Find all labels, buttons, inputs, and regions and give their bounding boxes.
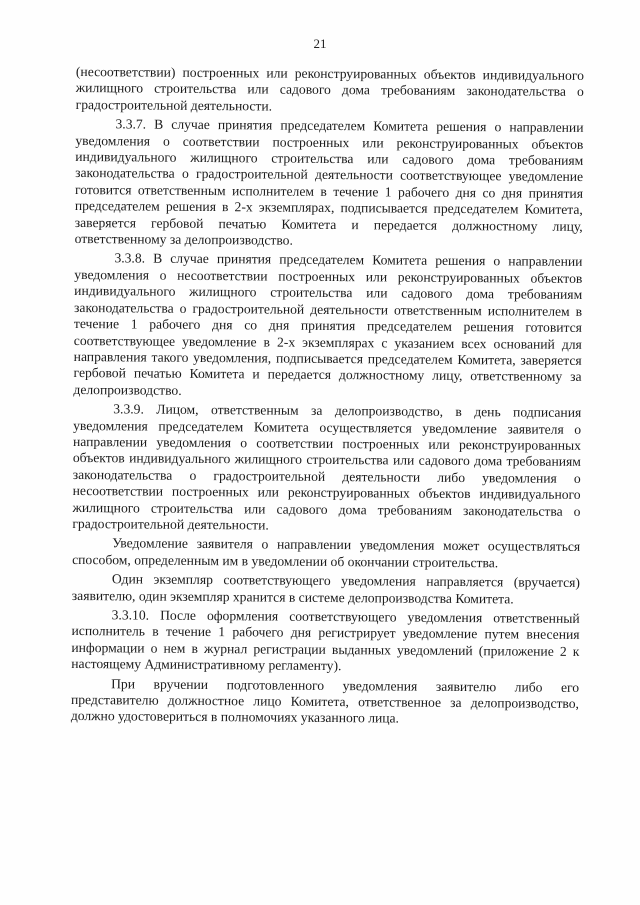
paragraph-delivery: При вручении подготовленного уведомления заявителю либо его представителю должностное лицо Комитета, ответственное за делопроизводство, должно удостовериться в полномочиях указанного лица. (70, 675, 580, 726)
paragraph-notify-method: Уведомление заявителя о направлении уведомления может осуществляться способом, определенным им в уведомлении об окончании строительства. (72, 535, 581, 571)
paragraph-3-3-7: 3.3.7. В случае принятия председателем Комитета решения о направлении уведомления о соответствии построенных или реконструированных объектов индивидуального жилищного строительства или садового дома требованиям законодательства о градостроительной деятельности соответствующее уведомление готовится ответственным исполнителем в течение 1 рабочего дня со дня принятия председателем решения в 2-х экземплярах, подписывается председателем Комитета, заверяется гербовой печатью Комитета и передается должностному лицу, ответственному за делопроизводство. (74, 116, 584, 248)
paragraph-one-copy: Один экземпляр соответствующего уведомления направляется (вручается) заявителю, один экземпляр хранится в системе делопроизводства Комитета. (71, 571, 581, 607)
page-number: 21 (313, 36, 327, 51)
paragraph-3-3-10: 3.3.10. После оформления соответствующего уведомления ответственный исполнитель в течение 1 рабочего дня регистрирует уведомление путем внесения информации о нем в журнал регистрации выданных уведомлений (приложение 2 к настоящему Административному регламенту). (71, 607, 580, 674)
paragraph-continuation: (несоответствии) построенных или реконструированных объектов индивидуального жилищного строительства или садового дома требованиям законодательства о градостроительной деятельности. (75, 64, 584, 114)
paragraph-3-3-8: 3.3.8. В случае принятия председателем Комитета решения о направлении уведомления о несоответствии построенных или реконструированных объектов индивидуального жилищного строительства или садового дома требованиям законодательства о градостроительной деятельности ответственным исполнителем в течение 1 рабочего дня со дня принятия председателем решения готовится соответствующее уведомление в 2-х экземплярах с указанием всех оснований для направления такого уведомления, подписывается председателем Комитета, заверяется гербовой печатью Комитета и передается должностному лицу, ответственному за делопроизводство. (73, 250, 583, 398)
paragraph-3-3-9: 3.3.9. Лицом, ответственным за делопроизводство, в день подписания уведомления председателем Комитета осуществляется уведомление заявителя о направлении уведомления о соответствии построенных или реконструированных объектов индивидуального жилищного строительства или садового дома требованиям законодательства о градостроительной деятельности либо уведомления о несоответствии построенных или реконструированных объектов индивидуального жилищного строительства или садового дома требованиям законодательства о градостроительной деятельности. (72, 401, 582, 533)
document-body (71, 64, 584, 731)
